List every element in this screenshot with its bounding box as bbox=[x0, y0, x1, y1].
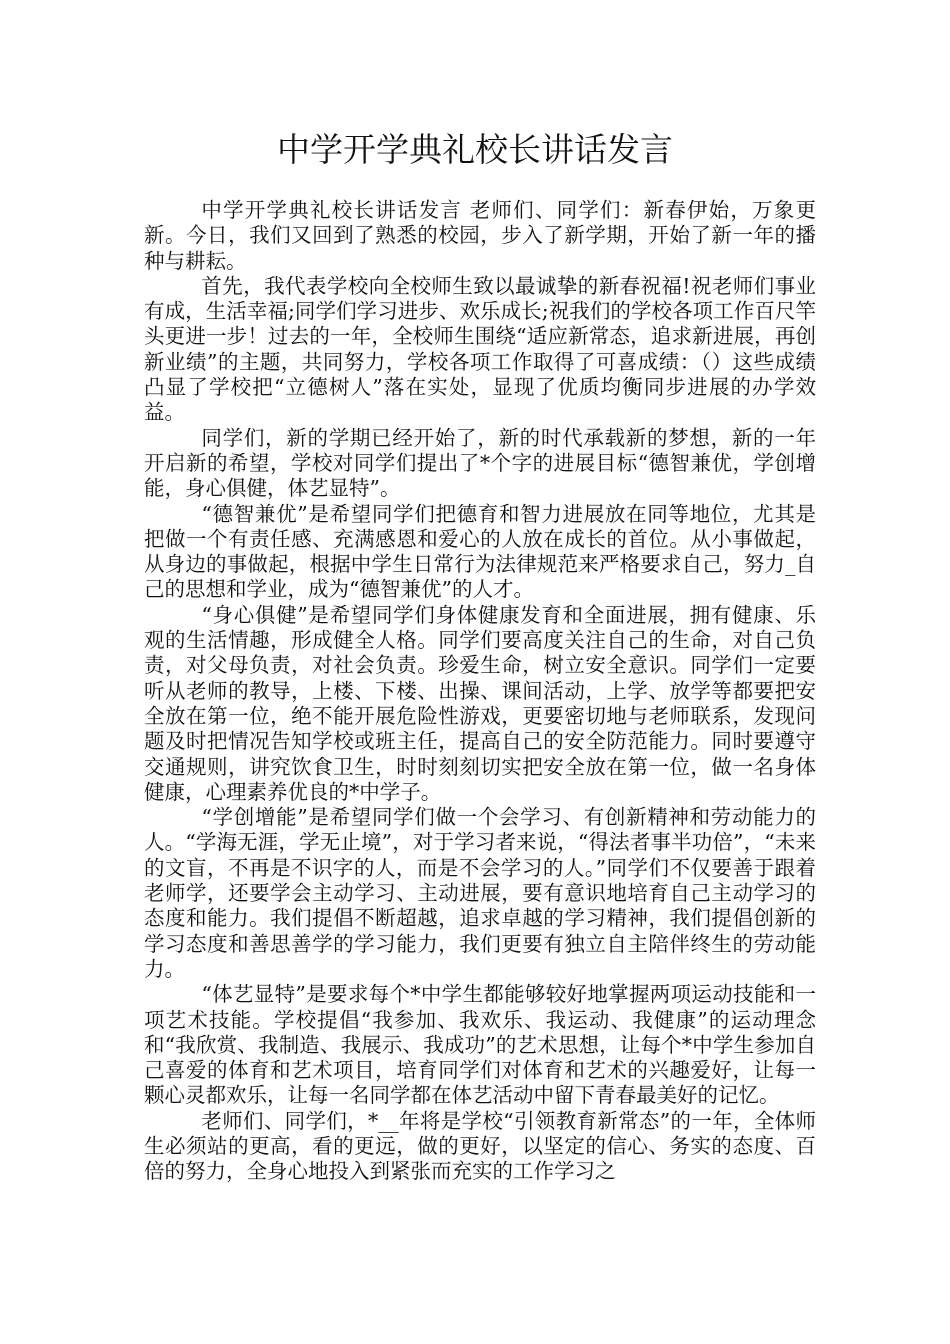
paragraph: “身心俱健”是希望同学们身体健康发育和全面进展，拥有健康、乐观的生活情趣，形成健全人格。同学们要高度关注自己的生命，对自己负责，对父母负责，对社会负责。珍爱生命，树立安全意识。同学们一定要听从老师的教导，上楼、下楼、出操、课间活动，上学、放学等都要把安全放在第一位，绝不能开展危险性游戏，更要密切地与老师联系，发现问题及时把情况告知学校或班主任，提高自己的安全防范能力。同时要遵守交通规则，讲究饮食卫生，时时刻刻切实把安全放在第一位，做一名身体健康，心理素养优良的*中学子。 bbox=[144, 602, 816, 804]
document-title: 中学开学典礼校长讲话发言 bbox=[277, 130, 673, 169]
paragraph: “体艺显特”是要求每个*中学生都能够较好地掌握两项运动技能和一项艺术技能。学校提倡“我参加、我欢乐、我运动、我健康”的运动理念和“我欣赏、我制造、我展示、我成功”的艺术思想，让每个*中学生参加自己喜爱的体育和艺术项目，培育同学们对体育和艺术的兴趣爱好，让每一颗心灵都欢乐，让每一名同学都在体艺活动中留下青春最美好的记忆。 bbox=[144, 982, 816, 1108]
paragraph: “学创增能”是希望同学们做一个会学习、有创新精神和劳动能力的人。“学海无涯，学无止境”，对于学习者来说，“得法者事半功倍”，“未来的文盲，不再是不识字的人，而是不会学习的人。”同学们不仅要善于跟着老师学，还要学会主动学习、主动进展，要有意识地培育自己主动学习的态度和能力。我们提倡不断超越，追求卓越的学习精神，我们提倡创新的学习态度和善思善学的学习能力，我们更要有独立自主陪伴终生的劳动能力。 bbox=[144, 805, 816, 981]
paragraph: 同学们，新的学期已经开始了，新的时代承载新的梦想，新的一年开启新的希望，学校对同学们提出了*个字的进展目标“德智兼优，学创增能，身心俱健，体艺显特”。 bbox=[144, 425, 816, 501]
paragraph: 首先，我代表学校向全校师生致以最诚挚的新春祝福!祝老师们事业有成，生活幸福;同学们学习进步、欢乐成长;祝我们的学校各项工作百尺竿头更进一步！过去的一年，全校师生围绕“适应新常态，追求新进展，再创新业绩”的主题，共同努力，学校各项工作取得了可喜成绩：（）这些成绩凸显了学校把“立德树人”落在实处，显现了优质均衡同步进展的办学效益。 bbox=[144, 273, 816, 425]
paragraph: 中学开学典礼校长讲话发言 老师们、同学们：新春伊始，万象更新。今日，我们又回到了熟悉的校园，步入了新学期，开始了新一年的播种与耕耘。 bbox=[144, 198, 816, 273]
paragraph: 老师们、同学们，*__年将是学校“引领教育新常态”的一年，全体师生必须站的更高，看的更远，做的更好，以坚定的信心、务实的态度、百倍的努力，全身心地投入到紧张而充实的工作学习之 bbox=[144, 1108, 816, 1184]
document-body bbox=[144, 198, 816, 1185]
paragraph: “德智兼优”是希望同学们把德育和智力进展放在同等地位，尤其是把做一个有责任感、充满感恩和爱心的人放在成长的首位。从小事做起，从身边的事做起，根据中学生日常行为法律规范来严格要求自己，努力_自己的思想和学业，成为“德智兼优”的人才。 bbox=[144, 501, 816, 602]
